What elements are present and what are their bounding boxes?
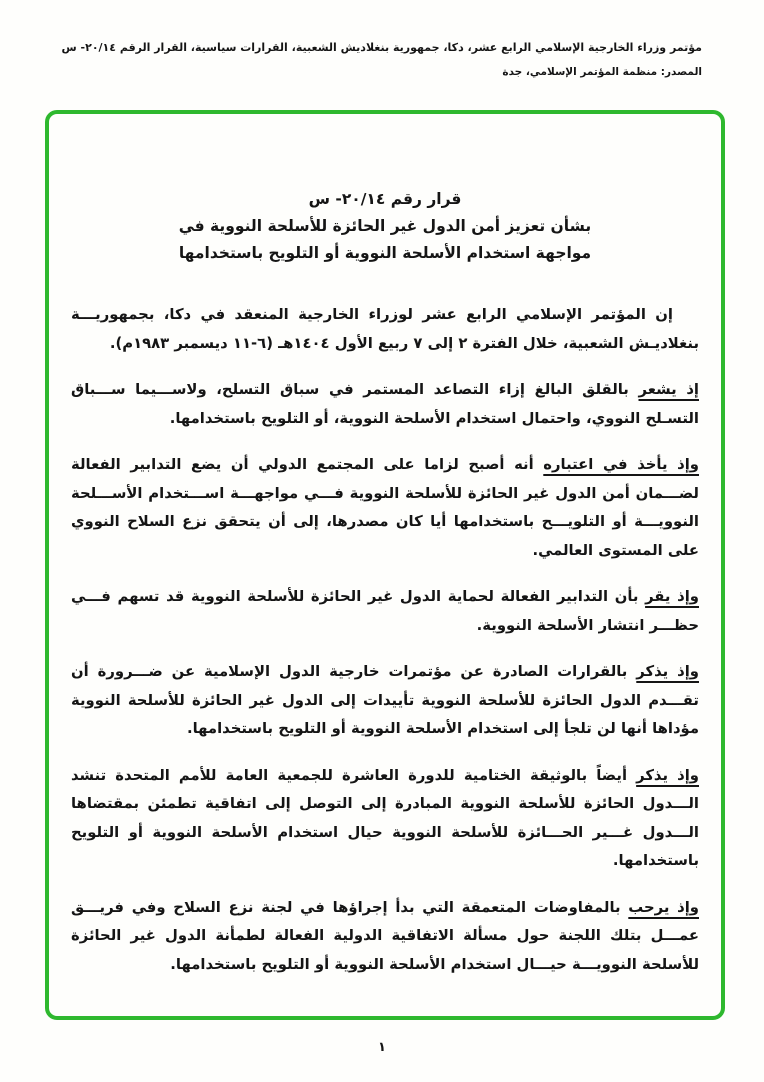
paragraph-lead: وإذ يذكر [636,663,699,680]
header-line-1: مؤتمر وزراء الخارجية الإسلامي الرابع عشر، دكا، جمهورية بنغلاديش الشعبية، القرارات سياسية، القرار الرقم ٢٠/١٤- س [61,41,702,54]
paragraph-3 [71,583,699,640]
title-line-3: مواجهة استخدام الأسلحة النووية أو التلويح باستخدامها [178,244,592,262]
paragraph-text: بالمفاوضات المتعمقة التي بدأ إجراؤها في لجنة نزع السلاح وفي فريـــق عمـــل بتلك اللجنة حول مسألة الاتفاقية الدولية الفعالة لطمأنة الدول غير الحائزة للأسلحة النوويـــة حيـــال استخدام الأسلحة النووية أو التلويح باستخدامها. [71,898,699,973]
paragraph-lead: وإذ يأخذ في اعتباره [543,456,699,473]
paragraph-text: بأن التدابير الفعالة لحماية الدول غير الحائزة للأسلحة النووية قد تسهم فـــي حظـــر انتشار الأسلحة النووية. [71,588,699,634]
paragraph-lead: إذ يشعر [638,381,699,398]
paragraph-text: إن المؤتمر الإسلامي الرابع عشر لوزراء الخارجية المنعقد في دكا، بجمهوريـــة بنغلاديـش الشعبية، خلال الفترة ٢ إلى ٧ ربيع الأول ١٤٠٤هـ (٦-١١ ديسمبر ١٩٨٣م). [71,306,699,352]
paragraph-1 [71,376,699,433]
paragraph-2 [71,451,699,565]
paragraph-lead: وإذ يرحب [628,898,699,916]
paragraph-4 [71,658,699,744]
paragraph-text: بالقرارات الصادرة عن مؤتمرات خارجية الدول الإسلامية عن ضـــرورة أن تقـــدم الدول الحائزة للأسلحة النووية تأييدات إلى الدول غير الحائزة للأسلحة النووية مؤداها أنها لن تلجأ إلى استخدام الأسلحة النووية أو التلويح باستخدامها. [71,663,699,737]
document-header [61,40,702,78]
paragraph-preamble [71,301,699,358]
paragraph-lead: وإذ يذكر [636,766,699,784]
page-number: ١ [378,1040,386,1055]
header-line-2: المصدر: منظمة المؤتمر الإسلامي، جدة [502,66,702,78]
document-body [49,114,721,979]
paragraph-text: أيضاً بالوثيقة الختامية للدورة العاشرة للجمعية العامة للأمم المتحدة تنشد الـــدول الحائزة للأسلحة النووية المبادرة إلى التوصل إلى اتفاقية تطمئن بمقتضاها الـــدول غـــير الحـــائزة للأسلحة النووية حيال استخدام الأسلحة النووية أو التلويح باستخدامها. [71,766,699,869]
paragraph-text: أنه أصبح لزاما على المجتمع الدولي أن يضع التدابير الفعالة لضـــمان أمن الدول غير الحائزة للأسلحة النووية فـــي مواجهـــة اســـتخدام الأســـلحة النوويـــة أو التلويـــح باستخدامها أيا كان مصدرها، إلى أن يتحقق نزع السلاح النووي على المستوى العالمي. [71,456,699,559]
document-frame [45,110,725,1020]
resolution-title [71,186,699,267]
paragraph-6 [71,894,699,980]
title-line-2: بشأن تعزيز أمن الدول غير الحائزة للأسلحة النووية في [178,217,592,235]
paragraph-text: بالقلق البالغ إزاء التصاعد المستمر في سباق التسلح، ولاســـيما ســـباق التسـلح النووي، واحتمال استخدام الأسلحة النووية، أو التلويح باستخدامها. [71,381,699,427]
paragraph-lead: وإذ يقر [645,588,699,605]
title-line-1: قرار رقم ٢٠/١٤- س [308,190,462,208]
paragraph-5 [71,762,699,876]
